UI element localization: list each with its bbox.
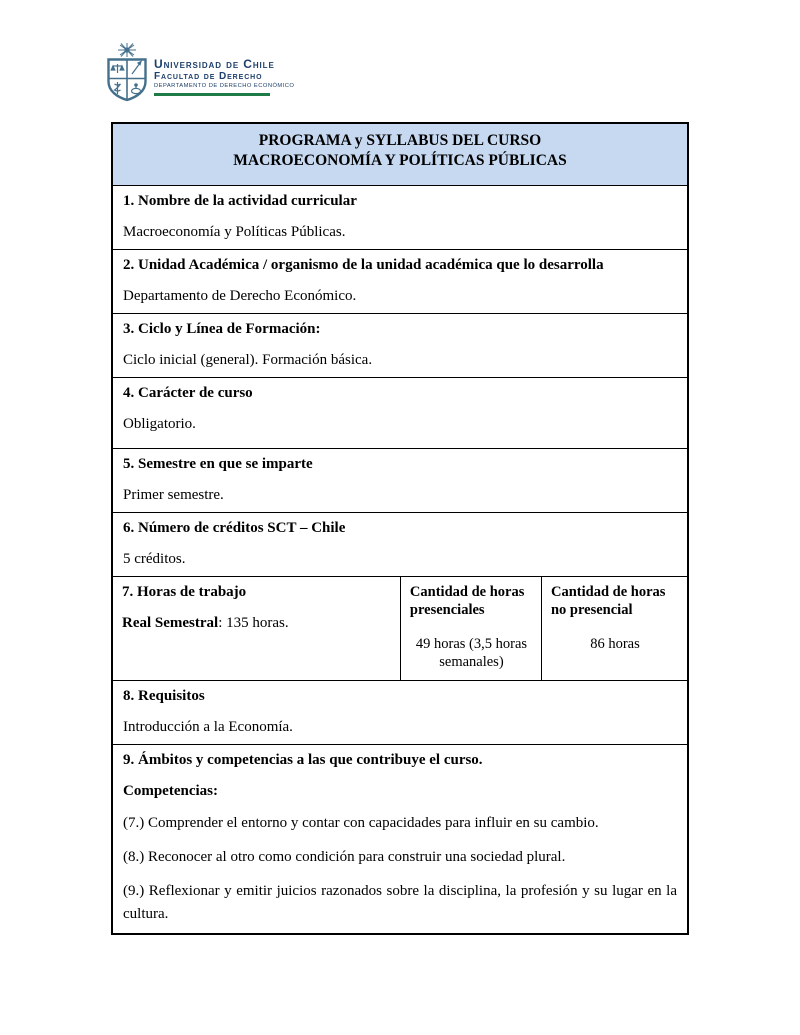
section-title: 4. Carácter de curso	[123, 385, 253, 401]
competencia-item: (9.) Reflexionar y emitir juicios razonados sobre la disciplina, la profesión y su lugar en la cultura.	[123, 883, 677, 922]
section-horas-trabajo	[113, 576, 687, 680]
section-body: Macroeconomía y Políticas Públicas.	[123, 224, 346, 240]
horas-presenciales-cell	[400, 577, 541, 680]
section-requisitos	[113, 680, 687, 744]
section-creditos	[113, 512, 687, 576]
section-caracter-curso	[113, 377, 687, 448]
competencias-subtitle: Competencias:	[123, 783, 218, 799]
section-semestre	[113, 448, 687, 512]
logo-department-name: DEPARTAMENTO DE DERECHO ECONÓMICO	[154, 83, 295, 90]
table-title-line2: MACROECONOMÍA Y POLÍTICAS PÚBLICAS	[233, 152, 567, 170]
university-shield-icon	[104, 42, 150, 102]
section-ciclo-linea	[113, 313, 687, 377]
column-value: 49 horas (3,5 horas semanales)	[415, 636, 528, 671]
logo-faculty-name: Facultad de Derecho	[154, 71, 263, 83]
section-title: 2. Unidad Académica / organismo de la unidad académica que lo desarrolla	[123, 257, 604, 273]
section-title: 7. Horas de trabajo	[122, 584, 247, 600]
section-body: Obligatorio.	[123, 416, 196, 432]
horas-trabajo-cell	[113, 577, 400, 680]
column-header: Cantidad de horas presenciales	[409, 584, 525, 619]
horas-no-presenciales-cell	[541, 577, 687, 680]
competencia-item: (8.) Reconocer al otro como condición para construir una sociedad plural.	[123, 849, 566, 866]
university-logo	[104, 42, 294, 102]
logo-text-block	[154, 58, 294, 96]
section-body: Primer semestre.	[123, 487, 224, 503]
section-title: 5. Semestre en que se imparte	[123, 456, 313, 472]
section-nombre-actividad	[113, 185, 687, 249]
real-semestral-line	[122, 614, 392, 632]
real-semestral-label: Real Semestral	[122, 615, 219, 631]
table-title-header	[113, 124, 687, 185]
section-title: 1. Nombre de la actividad curricular	[123, 193, 357, 209]
competencia-item: (7.) Comprender el entorno y contar con capacidades para influir en su cambio.	[123, 815, 599, 831]
section-title: 6. Número de créditos SCT – Chile	[123, 520, 346, 536]
column-value: 86 horas	[590, 636, 640, 653]
logo-underline	[154, 93, 270, 96]
section-title: 3. Ciclo y Línea de Formación:	[123, 321, 321, 337]
logo-university-name: Universidad de Chile	[154, 57, 275, 71]
column-header: Cantidad de horas no presencial	[550, 584, 666, 619]
section-body: Introducción a la Economía.	[123, 719, 293, 735]
section-ambitos-competencias	[113, 744, 687, 933]
real-semestral-value: : 135 horas.	[218, 615, 289, 631]
syllabus-table	[111, 122, 689, 935]
section-title: 9. Ámbitos y competencias a las que contribuye el curso.	[123, 752, 483, 768]
section-title: 8. Requisitos	[123, 688, 205, 704]
table-title-line1: PROGRAMA y SYLLABUS DEL CURSO	[258, 132, 542, 149]
section-unidad-academica	[113, 249, 687, 313]
section-body: 5 créditos.	[123, 551, 186, 567]
section-body: Ciclo inicial (general). Formación básica.	[123, 352, 373, 368]
section-body: Departamento de Derecho Económico.	[123, 288, 357, 304]
